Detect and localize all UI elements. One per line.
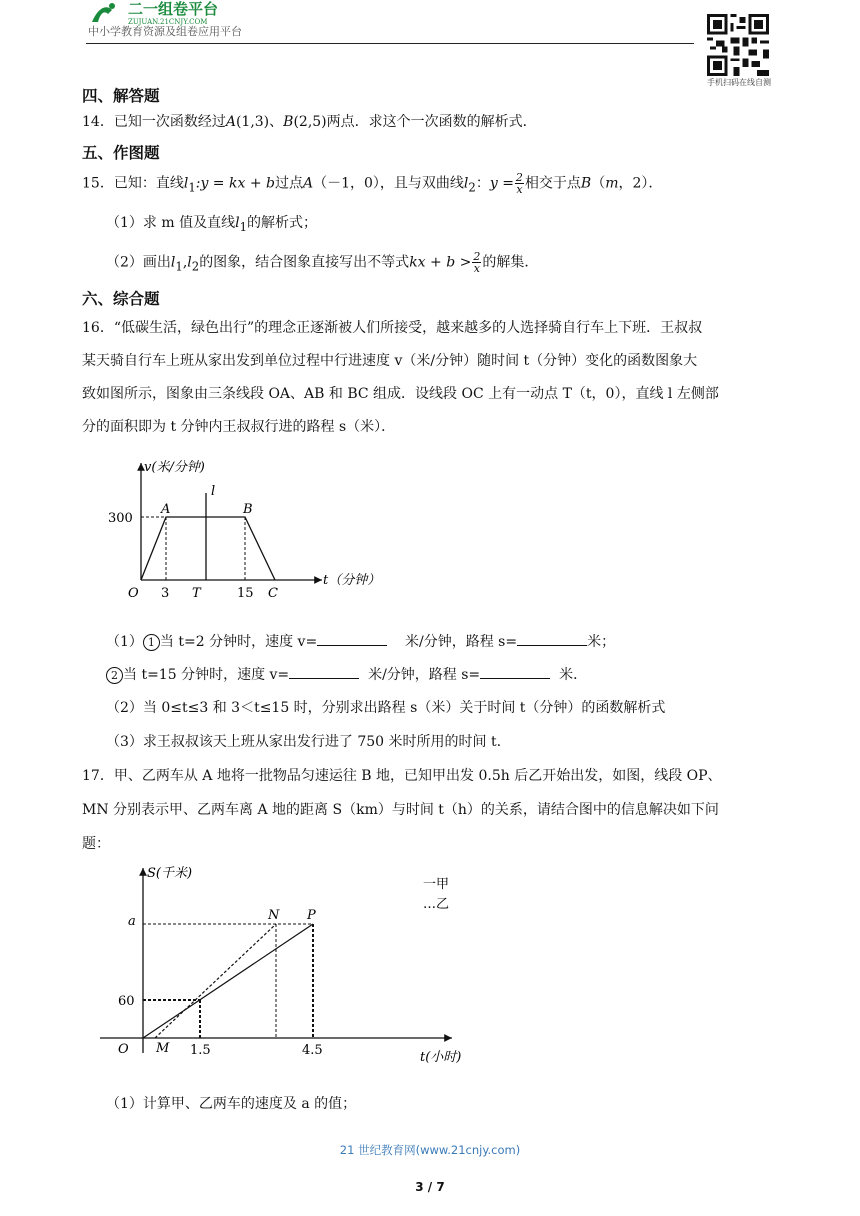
q16-p1-d: 米； <box>587 634 616 650</box>
q16-speed-curve <box>141 517 275 580</box>
logo-subtext: ZUJUAN.21CNJY.COM <box>128 18 208 26</box>
q14-coord-b: (2,5) <box>293 114 327 130</box>
q15-text-c: 相交于点 <box>524 175 581 192</box>
q14-number: 14． <box>82 114 114 130</box>
q14-coord-a: (1,3) <box>235 114 270 130</box>
q17-part-1: （1）计算甲、乙两车的速度及 a 的值； <box>106 1096 357 1112</box>
q15-point-a: A <box>302 175 314 192</box>
q15-coord-b2: ，2）． <box>618 175 663 192</box>
q17-point-n: N <box>268 908 280 923</box>
q14-text-a: 已知一次函数经过 <box>113 114 226 130</box>
q15-p2-s1: 1 <box>175 259 183 274</box>
q16-line-1 <box>82 318 702 338</box>
qr-caption: 手机扫码在线自测 <box>707 78 771 87</box>
q15-frac-num: 2 <box>515 171 523 184</box>
section-heading-6: 六、综合题 <box>82 290 160 308</box>
q15-l2-sub: 2 <box>468 180 476 195</box>
q16-blank-s1[interactable] <box>517 631 587 646</box>
q17-line-op <box>143 924 313 1038</box>
q17-point-p: P <box>307 908 316 923</box>
page-number: 3 / 7 <box>415 1180 445 1194</box>
q15-l2: l <box>463 175 469 192</box>
q16-blank-s2[interactable] <box>480 664 550 679</box>
q16-part-3: （3）求王叔叔该天上班从家出发行进了 750 米时所用的时间 t. <box>106 734 502 750</box>
q15-text-a: 已知：直线 <box>113 175 184 192</box>
q17-line-3: 题： <box>82 836 110 852</box>
q16-p1-b: 当 t=2 分钟时，速度 v= <box>159 634 318 650</box>
q15-p2-comma: , <box>182 254 188 271</box>
q17-legend-jia: 一甲 <box>423 877 450 892</box>
q15-part-2 <box>106 251 538 276</box>
q16-origin: O <box>128 586 139 601</box>
question-15 <box>82 172 662 197</box>
q15-p2-frac-den: x <box>473 262 480 275</box>
q14-sep: 、 <box>269 114 284 130</box>
q15-frac-den: x <box>516 183 523 196</box>
q15-coord-b1: （ <box>591 175 606 192</box>
footer-source-link[interactable]: 21 世纪教育网(www.21cnjy.com) <box>339 1143 521 1157</box>
q16-point-a: A <box>161 502 171 517</box>
q15-p1-l: l <box>235 215 240 231</box>
q17-line-1 <box>82 766 722 786</box>
q16-p1b-c: 米/分钟，路程 s= <box>368 667 481 683</box>
q16-tick-3: 3 <box>161 586 170 601</box>
q15-p2-l1: l <box>170 254 176 271</box>
q15-colon: ： <box>475 175 490 192</box>
q15-m: m <box>605 175 619 192</box>
q15-p1-text: （1）求 m 值及直线 <box>106 215 236 231</box>
q15-p2-frac-num: 2 <box>473 250 481 263</box>
logo-text: 二一组卷平台 <box>128 0 219 18</box>
q15-p2-ineq: kx + b > <box>409 254 472 271</box>
section-heading-5: 五、作图题 <box>82 144 160 162</box>
q17-tick-1-5: 1.5 <box>190 1043 211 1058</box>
q16-blank-v1[interactable] <box>317 631 387 646</box>
q17-text-1: 甲、乙两车从 A 地将一批物品匀速运往 B 地，已知甲出发 0.5h 后乙开始出发，如图，线段 OP、 <box>113 768 722 784</box>
q16-blank-v2[interactable] <box>289 664 359 679</box>
q16-text-1: “低碳生活，绿色出行”的理念正逐渐被人们所接受，越来越多的人选择骑自行车上下班．王叔叔 <box>113 320 703 336</box>
q16-tick-15: 15 <box>237 586 254 601</box>
header-divider <box>86 43 694 44</box>
q16-line-2: 某天骑自行车上班从家出发到单位过程中行进速度 v（米/分钟）随时间 t（分钟）变化的函数图象大 <box>82 353 698 369</box>
q17-origin: O <box>118 1042 129 1057</box>
q17-tick-4-5: 4.5 <box>302 1043 323 1058</box>
q15-p2-a: （2）画出 <box>106 254 171 271</box>
q14-text-b: 两点．求这个一次函数的解析式． <box>326 114 537 130</box>
q15-part-1 <box>106 213 317 237</box>
q16-part-1a <box>106 631 615 652</box>
q17-legend-yi: …乙 <box>423 897 450 912</box>
q15-p2-fraction <box>472 251 481 274</box>
q15-fraction <box>515 172 524 195</box>
q16-ylabel: v(米/分钟) <box>144 460 205 475</box>
q17-graph <box>100 858 480 1068</box>
q16-p1-c: 米/分钟，路程 s= <box>405 634 518 650</box>
q16-part-2: （2）当 0≤t≤3 和 3＜t≤15 时，分别求出路程 s（米）关于时间 t（分钟）的函数解析式 <box>106 700 666 716</box>
q15-l1-sub: 1 <box>188 180 196 195</box>
q16-label-l: l <box>211 484 216 499</box>
q17-ylabel: S(千米) <box>147 866 193 881</box>
q16-p1b-d: 米． <box>559 667 588 683</box>
q15-y: y = <box>489 175 514 192</box>
q16-point-b: B <box>243 502 253 517</box>
question-14 <box>82 112 537 132</box>
q17-number: 17． <box>82 768 114 784</box>
q14-point-b: B <box>283 114 294 130</box>
q15-point-b: B <box>580 175 592 192</box>
q16-number: 16． <box>82 320 114 336</box>
q14-point-a: A <box>225 114 236 130</box>
q15-p2-l2: l <box>187 254 192 271</box>
q16-tick-t: T <box>192 586 201 601</box>
q17-line-2: MN 分别表示甲、乙两车离 A 地的距离 S（km）与时间 t（h）的关系，请结合图中的信息解决如下问 <box>82 802 719 818</box>
q16-graph <box>100 455 400 615</box>
q17-xlabel: t(小时) <box>420 1050 462 1065</box>
q17-tick-60: 60 <box>118 994 135 1009</box>
q16-p1-prefix: （1） <box>106 634 143 650</box>
q15-p2-b: 的图象，结合图象直接写出不等式 <box>199 254 410 271</box>
q15-text-b: 过点 <box>274 175 303 192</box>
q16-part-1b <box>106 664 587 685</box>
q15-eq1: :y = kx + b <box>195 175 275 192</box>
site-description: 中小学教育资源及组卷应用平台 <box>88 25 242 38</box>
q17-tick-a: a <box>128 914 136 929</box>
q15-number: 15． <box>82 175 114 192</box>
section-heading-4: 四、解答题 <box>82 87 160 105</box>
qr-code[interactable] <box>707 14 769 76</box>
q16-point-c: C <box>268 586 278 601</box>
q15-p2-s2: 2 <box>191 259 200 274</box>
q15-p2-c: 的解集． <box>482 254 539 271</box>
q15-coord-a: （－1，0），且与双曲线 <box>313 175 464 192</box>
q16-circle-2: 2 <box>106 667 123 684</box>
q16-tick-300: 300 <box>108 511 133 526</box>
q15-l1: l <box>183 175 189 192</box>
q16-circle-1: 1 <box>143 634 160 651</box>
q16-xlabel: t（分钟） <box>323 573 381 588</box>
q15-p1-end: 的解析式； <box>247 215 317 231</box>
q17-point-m: M <box>156 1041 170 1056</box>
q17-line-mn <box>155 924 276 1038</box>
q16-line-3: 致如图所示，图象由三条线段 OA、AB 和 BC 组成．设线段 OC 上有一动点 T（t，0），直线 l 左侧部 <box>82 386 719 402</box>
q16-p1b-b: 当 t=15 分钟时，速度 v= <box>123 667 290 683</box>
q16-line-4: 分的面积即为 t 分钟内王叔叔行进的路程 s（米）． <box>82 419 396 435</box>
q15-p1-sub: 1 <box>239 219 247 234</box>
